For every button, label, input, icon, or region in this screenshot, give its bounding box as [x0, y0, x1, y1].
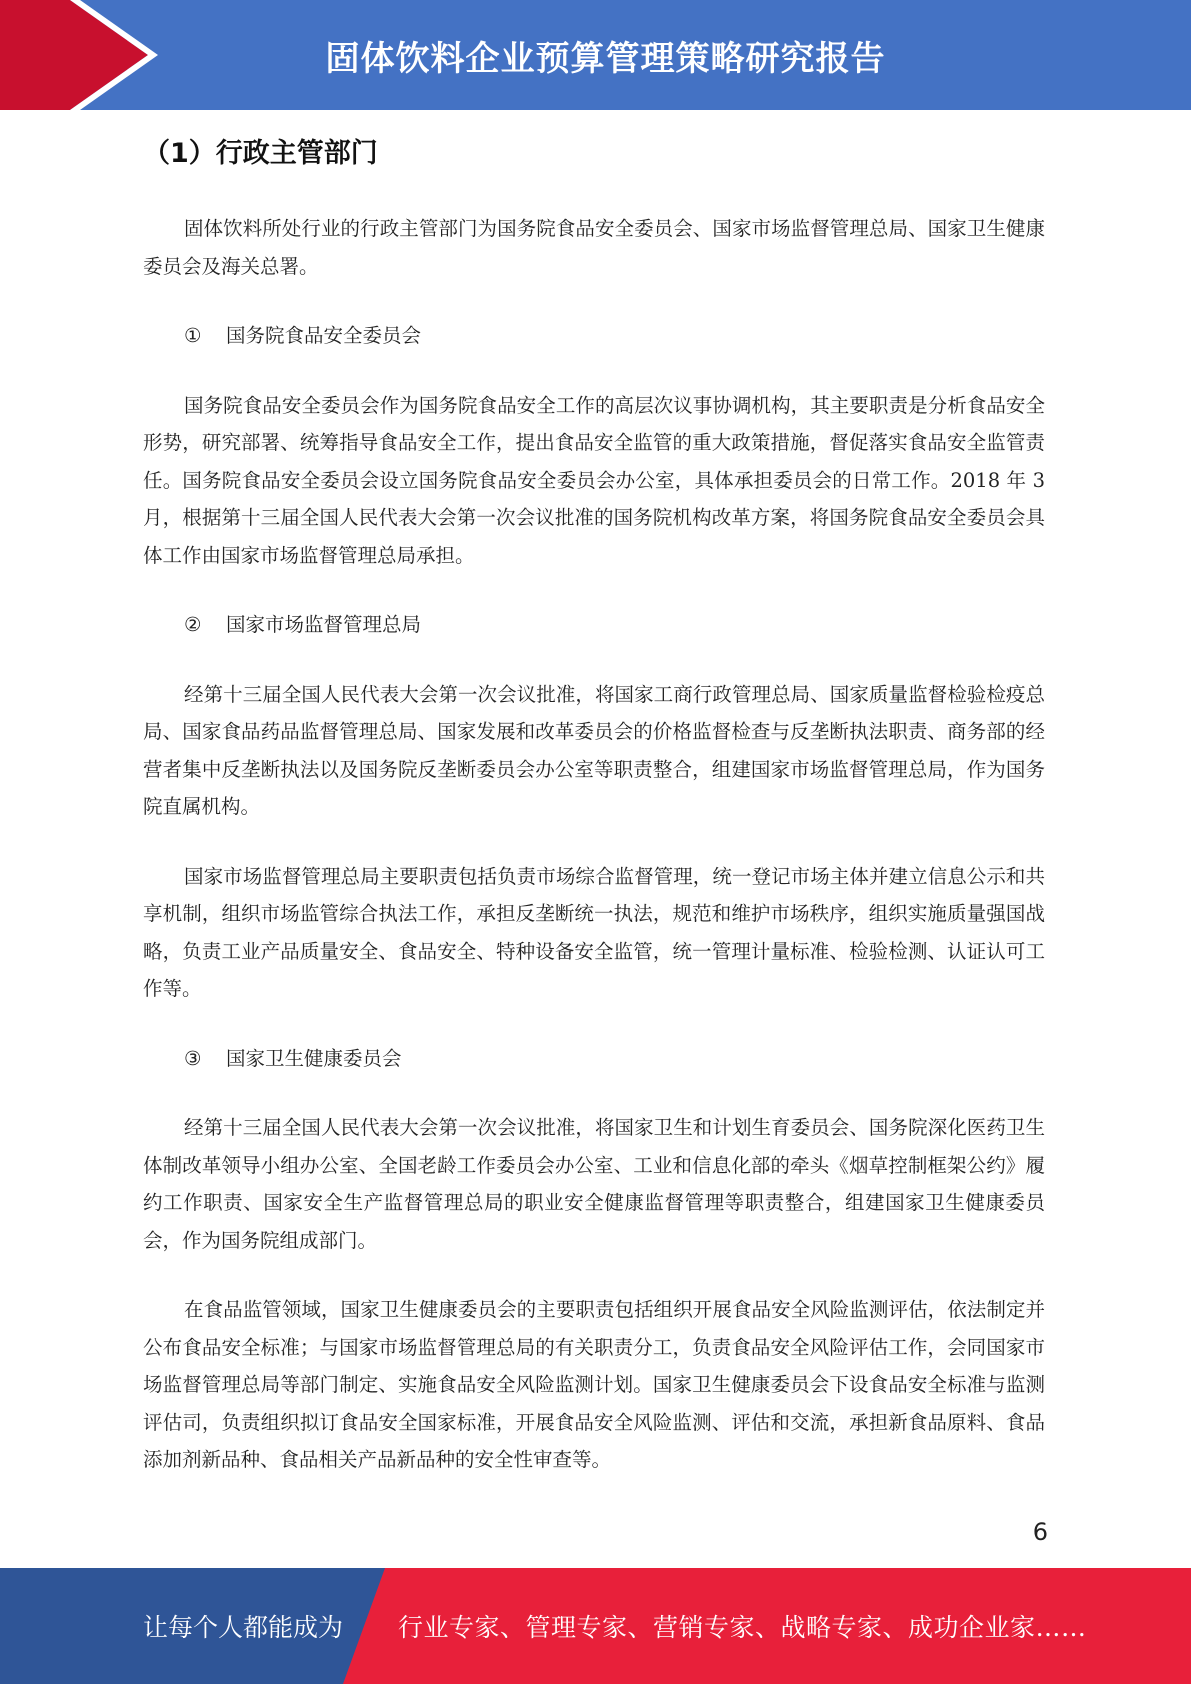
footer-slogan-right: 行业专家、管理专家、营销专家、战略专家、成功企业家…… [398, 1613, 1087, 1642]
header-band [0, 0, 1191, 110]
item-1-paragraph-1: 国务院食品安全委员会作为国务院食品安全工作的高层次议事协调机构，其主要职责是分析食品安全形势，研究部署、统筹指导食品安全工作，提出食品安全监管的重大政策措施，督促落实食品安全监管责任。国务院食品安全委员会设立国务院食品安全委员会办公室，具体承担委员会的日常工作。2018 年 3 月，根据第十三届全国人民代表大会第一次会议批准的国务院机构改革方案，将国务院食品安全委员会具体工作由国家市场监督管理总局承担。 [143, 393, 1045, 567]
item-2-paragraph-2: 国家市场监督管理总局主要职责包括负责市场综合监督管理，统一登记市场主体并建立信息公示和共享机制，组织市场监管综合执法工作，承担反垄断统一执法，规范和维护市场秩序，组织实施质量强国战略，负责工业产品质量安全、食品安全、特种设备安全监管，统一管理计量标准、检验检测、认证认可工作等。 [143, 864, 1045, 1000]
section-heading: （1）行政主管部门 [143, 138, 378, 169]
main-content [143, 120, 1045, 1511]
page-number: 6 [1032, 1518, 1048, 1546]
item-3-paragraph-1: 经第十三届全国人民代表大会第一次会议批准，将国家卫生和计划生育委员会、国务院深化医药卫生体制改革领导小组办公室、全国老龄工作委员会办公室、工业和信息化部的牵头《烟草控制框架公约》履约工作职责、国家安全生产监督管理总局的职业安全健康监督管理等职责整合，组建国家卫生健康委员会，作为国务院组成部门。 [143, 1116, 1045, 1252]
item-2-paragraph-1: 经第十三届全国人民代表大会第一次会议批准，将国家工商行政管理总局、国家质量监督检验检疫总局、国家食品药品监督管理总局、国家发展和改革委员会的价格监督检查与反垄断执法职责、商务部的经营者集中反垄断执法以及国务院反垄断委员会办公室等职责整合，组建国家市场监督管理总局，作为国务院直属机构。 [143, 682, 1045, 818]
item-3-paragraph-2: 在食品监管领域，国家卫生健康委员会的主要职责包括组织开展食品安全风险监测评估，依法制定并公布食品安全标准；与国家市场监督管理总局的有关职责分工，负责食品安全风险评估工作，会同国家市场监督管理总局等部门制定、实施食品安全风险监测计划。国家卫生健康委员会下设食品安全标准与监测评估司，负责组织拟订食品安全国家标准，开展食品安全风险监测、评估和交流，承担新食品原料、食品添加剂新品种、食品相关产品新品种的安全性审查等。 [143, 1298, 1045, 1471]
item-title: 国家市场监督管理总局 [226, 613, 422, 636]
item-title: 国家卫生健康委员会 [226, 1046, 402, 1070]
item-number: ② [184, 613, 202, 636]
item-number: ① [184, 324, 202, 347]
item-heading-2 [184, 606, 1045, 644]
item-heading-1 [184, 317, 1045, 355]
item-title: 国务院食品安全委员会 [226, 324, 422, 347]
footer-band [0, 1568, 1191, 1684]
report-title: 固体饮料企业预算管理策略研究报告 [325, 38, 886, 79]
item-heading-3 [184, 1040, 1045, 1078]
item-number: ③ [184, 1046, 202, 1070]
intro-paragraph: 固体饮料所处行业的行政主管部门为国务院食品安全委员会、国家市场监督管理总局、国家卫生健康委员会及海关总署。 [143, 217, 1045, 278]
footer-slogan-left: 让每个人都能成为 [143, 1613, 344, 1642]
